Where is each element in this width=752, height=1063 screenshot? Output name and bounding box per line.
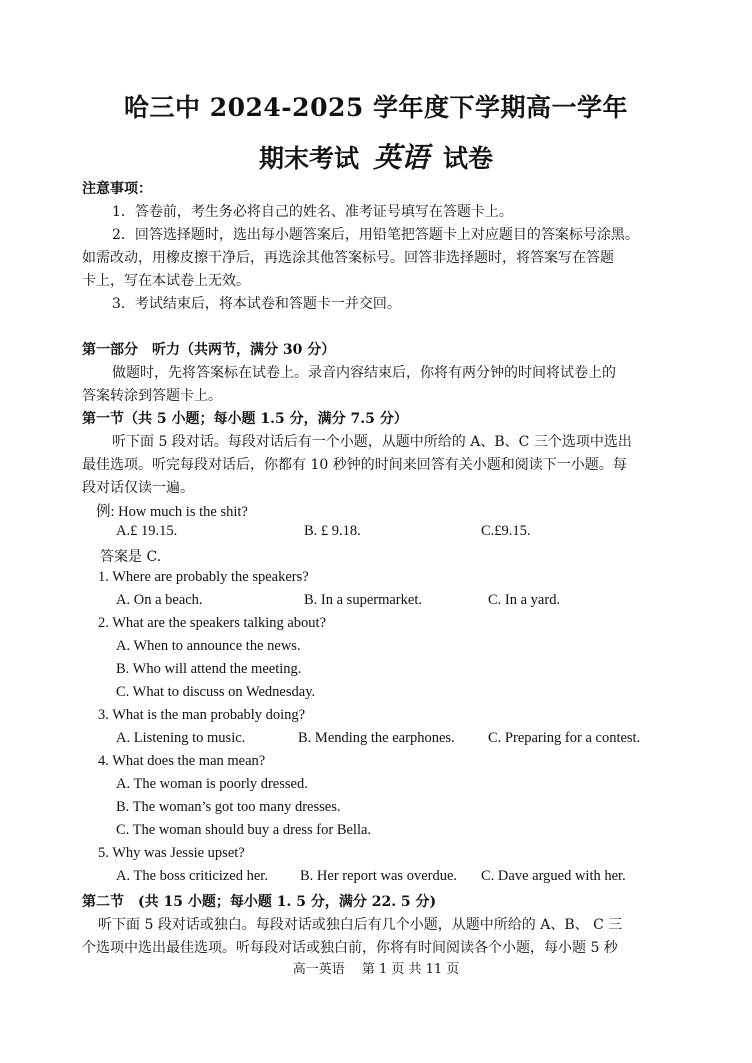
q3-option-c: C. Preparing for a contest. — [488, 730, 641, 746]
section1-intro-line2: 最佳选项。听完每段对话后，你都有 10 秒钟的时间来回答有关小题和阅读下一小题。每 — [82, 457, 627, 473]
title-suffix: 试卷 — [443, 144, 494, 173]
q4-option-a: A. The woman is poorly dressed. — [116, 776, 308, 792]
example-option-c: C.£9.15. — [481, 523, 531, 539]
page-footer: 高一英语 第 1 页 共 11 页 — [292, 962, 460, 977]
notice-item-2-line1: 2．回答选择题时，选出每小题答案后，用铅笔把答题卡上对应题目的答案标号涂黑。 — [112, 227, 639, 243]
q4-option-c: C. The woman should buy a dress for Bella. — [116, 822, 372, 838]
exam-title-line2 — [0, 136, 752, 176]
q4-stem: 4. What does the man mean? — [98, 753, 266, 769]
example-option-a: A.£ 19.15. — [116, 523, 178, 539]
part1-heading: 第一部分 听力（共两节，满分 30 分） — [82, 342, 336, 358]
section2-heading: 第二节 (共 15 小题；每小题 1. 5 分，满分 22. 5 分) — [82, 894, 437, 910]
notice-item-3: 3．考试结束后，将本试卷和答题卡一并交回。 — [112, 296, 401, 312]
example-answer: 答案是 C. — [100, 549, 162, 565]
q5-option-c: C. Dave argued with her. — [481, 868, 626, 884]
title-prefix: 期末考试 — [258, 144, 359, 173]
q1-option-a: A. On a beach. — [116, 592, 203, 608]
q2-option-b: B. Who will attend the meeting. — [116, 661, 302, 677]
notice-item-2-line3: 卡上，写在本试卷上无效。 — [82, 273, 250, 289]
q1-option-c: C. In a yard. — [488, 592, 561, 608]
q2-option-a: A. When to announce the news. — [116, 638, 301, 654]
q5-option-a: A. The boss criticized her. — [116, 868, 268, 884]
q5-stem: 5. Why was Jessie upset? — [98, 845, 245, 861]
example-option-b: B. £ 9.18. — [304, 523, 361, 539]
q3-stem: 3. What is the man probably doing? — [98, 707, 306, 723]
example-question: 例: How much is the shit? — [96, 504, 248, 520]
section1-heading: 第一节（共 5 小题；每小题 1.5 分，满分 7.5 分） — [82, 411, 408, 427]
q1-stem: 1. Where are probably the speakers? — [98, 569, 309, 585]
q4-option-b: B. The woman’s got too many dresses. — [116, 799, 341, 815]
notice-item-2-line2: 如需改动，用橡皮擦干净后，再选涂其他答案标号。回答非选择题时，将答案写在答题 — [82, 250, 614, 266]
q2-option-c: C. What to discuss on Wednesday. — [116, 684, 316, 700]
section2-intro-line2: 个选项中选出最佳选项。听每段对话或独白前，你将有时间阅读各个小题，每小题 5 秒 — [82, 940, 618, 956]
q3-option-a: A. Listening to music. — [116, 730, 246, 746]
section2-intro-line1: 听下面 5 段对话或独白。每段对话或独白后有几个小题，从题中所给的 A、B、 C 三 — [98, 917, 623, 933]
q5-option-b: B. Her report was overdue. — [300, 868, 458, 884]
q3-option-b: B. Mending the earphones. — [298, 730, 455, 746]
notice-item-1: 1．答卷前，考生务必将自己的姓名、准考证号填写在答题卡上。 — [112, 204, 513, 220]
q1-option-b: B. In a supermarket. — [304, 592, 422, 608]
part1-intro-line1: 做题时，先将答案标在试卷上。录音内容结束后，你将有两分钟的时间将试卷上的 — [112, 365, 616, 381]
part1-intro-line2: 答案转涂到答题卡上。 — [82, 388, 222, 404]
q2-stem: 2. What are the speakers talking about? — [98, 615, 327, 631]
section1-intro-line1: 听下面 5 段对话。每段对话后有一个小题，从题中所给的 A、B、C 三个选项中选出 — [112, 434, 632, 450]
notice-heading: 注意事项： — [82, 181, 152, 197]
title-subject: 英语 — [372, 141, 429, 174]
section1-intro-line3: 段对话仅读一遍。 — [82, 480, 194, 496]
exam-title-line1: 哈三中 2024-2025 学年度下学期高一学年 — [124, 93, 628, 122]
